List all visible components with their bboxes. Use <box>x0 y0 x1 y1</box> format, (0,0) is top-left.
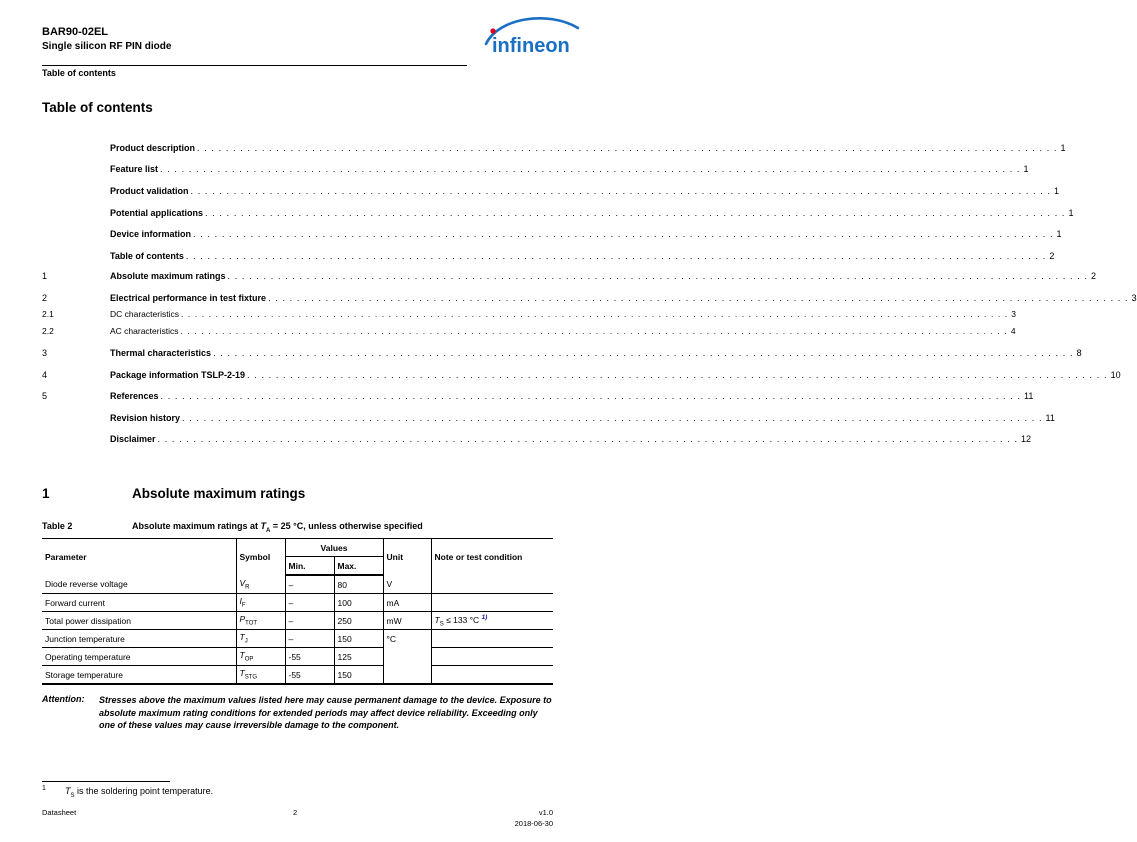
cell-note <box>431 666 553 685</box>
cell-parameter: Operating temperature <box>42 648 236 666</box>
cell-min: – <box>285 575 334 594</box>
toc-entry[interactable] <box>42 369 1121 381</box>
cell-unit: mA <box>383 594 431 612</box>
document-subtitle: Single silicon RF PIN diode <box>42 41 172 52</box>
table-row <box>42 666 553 685</box>
toc-leader-dots: . . . . . . . . . . . . . . . . . . . . . . . . . . . . . . . . . . . . . . . . . . . . . . . . . . . . . . . . . . . . . . . . . . . . . . . . . . . . . . . . . . . . . . . . . . . . . . . . . . . . . . . . . . . . . . . . . . . . . . . . <box>227 271 1089 281</box>
table-row <box>42 648 553 666</box>
toc-entry-page: 1 <box>1056 229 1062 239</box>
cell-symbol: $T_J$ <box>236 630 285 648</box>
toc-leader-dots: . . . . . . . . . . . . . . . . . . . . . . . . . . . . . . . . . . . . . . . . . . . . . . . . . . . . . . . . . . . . . . . . . . . . . . . . . . . . . . . . . . . . . . . . . . . . . . . . . . . . . . . . . . . . . . . . . . . . . . . . <box>160 164 1021 174</box>
toc-entry[interactable] <box>42 390 1034 402</box>
toc-entry-page: 2 <box>1091 271 1097 281</box>
toc-leader-dots: . . . . . . . . . . . . . . . . . . . . . . . . . . . . . . . . . . . . . . . . . . . . . . . . . . . . . . . . . . . . . . . . . . . . . . . . . . . . . . . . . . . . . . . . . . . . . . . . . . . . . . . . . . . . . . . . . . . . . . . . <box>247 370 1108 380</box>
table-row <box>42 575 553 594</box>
toc-entry[interactable] <box>42 325 1016 337</box>
toc-entry-number: 3 <box>42 348 48 358</box>
toc-entry-title: Package information TSLP-2-19 <box>110 370 246 380</box>
toc-entry[interactable] <box>42 250 1055 262</box>
svg-text:infineon: infineon <box>492 35 570 57</box>
header-note: Note or test condition <box>431 539 553 576</box>
cell-parameter: Diode reverse voltage <box>42 575 236 594</box>
toc-entry-page: 2 <box>1049 251 1055 261</box>
cell-note <box>431 575 553 594</box>
cell-max: 125 <box>334 648 383 666</box>
header-symbol: Symbol <box>236 539 285 576</box>
part-number: BAR90-02EL <box>42 26 109 38</box>
cell-min: -55 <box>285 666 334 685</box>
toc-entry-title: AC characteristics <box>110 326 179 336</box>
cell-unit: mW <box>383 612 431 630</box>
header-max: Max. <box>334 557 383 576</box>
toc-leader-dots: . . . . . . . . . . . . . . . . . . . . . . . . . . . . . . . . . . . . . . . . . . . . . . . . . . . . . . . . . . . . . . . . . . . . . . . . . . . . . . . . . . . . . . . . . . . . . . . . . . . . . . . . . . . . . . . . . . . . . . . . <box>185 251 1047 261</box>
toc-entry[interactable] <box>42 270 1097 282</box>
toc-entry[interactable] <box>42 163 1029 175</box>
toc-entry-page: 1 <box>1054 186 1060 196</box>
toc-leader-dots: . . . . . . . . . . . . . . . . . . . . . . . . . . . . . . . . . . . . . . . . . . . . . . . . . . . . . . . . . . . . . . . . . . . . . . . . . . . . . . . . . . . . . . . . . . . . . . . . . . . . . . . . . . . . . . . . . . . . . . . . <box>180 309 1009 319</box>
cell-parameter: Storage temperature <box>42 666 236 685</box>
footer-date: 2018-06-30 <box>514 819 553 828</box>
infineon-logo <box>478 14 584 60</box>
toc-entry[interactable] <box>42 292 1137 304</box>
cell-min: -55 <box>285 648 334 666</box>
cell-max: 100 <box>334 594 383 612</box>
toc-entry-title: Product validation <box>110 186 189 196</box>
cell-min: – <box>285 594 334 612</box>
toc-entry[interactable] <box>42 347 1082 359</box>
toc-entry-page: 11 <box>1045 413 1055 423</box>
header-min: Min. <box>285 557 334 576</box>
footer-page-number: 2 <box>293 808 298 817</box>
toc-entry[interactable] <box>42 308 1017 320</box>
toc-entry-number: 1 <box>42 271 48 281</box>
toc-entry[interactable] <box>42 142 1066 154</box>
toc-entry-page: 4 <box>1010 326 1016 336</box>
footnote-number: 1 <box>42 785 46 792</box>
cell-max: 150 <box>334 666 383 685</box>
toc-entry-title: Table of contents <box>110 251 184 261</box>
toc-entry-page: 8 <box>1076 348 1082 358</box>
cell-symbol: $I_F$ <box>236 594 285 612</box>
toc-entry-title: Electrical performance in test fixture <box>110 293 267 303</box>
attention-text: Stresses above the maximum values listed here may cause permanent damage to the device. Exposure to absolute maximum rating conditions for extended periods may affect device reliability. Exceeding only one of these values may cause irreversible damage to the component. <box>99 695 552 730</box>
toc-entry-number: 2.1 <box>42 309 54 319</box>
cell-unit <box>383 648 431 666</box>
cell-symbol: $V_R$ <box>236 575 285 594</box>
cell-unit: °C <box>383 630 431 648</box>
cell-min: – <box>285 612 334 630</box>
header-rule <box>42 65 467 66</box>
toc-leader-dots: . . . . . . . . . . . . . . . . . . . . . . . . . . . . . . . . . . . . . . . . . . . . . . . . . . . . . . . . . . . . . . . . . . . . . . . . . . . . . . . . . . . . . . . . . . . . . . . . . . . . . . . . . . . . . . . . . . . . . . . . <box>190 186 1052 196</box>
toc-entry-number: 2.2 <box>42 326 54 336</box>
header-unit: Unit <box>383 539 431 576</box>
toc-leader-dots: . . . . . . . . . . . . . . . . . . . . . . . . . . . . . . . . . . . . . . . . . . . . . . . . . . . . . . . . . . . . . . . . . . . . . . . . . . . . . . . . . . . . . . . . . . . . . . . . . . . . . . . . . . . . . . . . . . . . . . . . <box>160 391 1022 401</box>
section-title: Absolute maximum ratings <box>132 486 306 501</box>
cell-max: 250 <box>334 612 383 630</box>
toc-leader-dots: . . . . . . . . . . . . . . . . . . . . . . . . . . . . . . . . . . . . . . . . . . . . . . . . . . . . . . . . . . . . . . . . . . . . . . . . . . . . . . . . . . . . . . . . . . . . . . . . . . . . . . . . . . . . . . . . . . . . . . . . <box>180 326 1008 336</box>
footnote-ref-link[interactable]: 1) <box>481 613 488 621</box>
absolute-max-ratings-table <box>42 538 553 685</box>
toc-entry-page: 3 <box>1011 309 1017 319</box>
toc-entry-page: 12 <box>1021 434 1032 444</box>
footer-doc-type: Datasheet <box>42 808 77 817</box>
toc-entry[interactable] <box>42 185 1060 197</box>
toc-leader-dots: . . . . . . . . . . . . . . . . . . . . . . . . . . . . . . . . . . . . . . . . . . . . . . . . . . . . . . . . . . . . . . . . . . . . . . . . . . . . . . . . . . . . . . . . . . . . . . . . . . . . . . . . . . . . . . . . . . . . . . . . <box>213 348 1074 358</box>
toc-entry-title: Product description <box>110 143 196 153</box>
section-number: 1 <box>42 486 50 501</box>
cell-parameter: Junction temperature <box>42 630 236 648</box>
toc-entry-title: Thermal characteristics <box>110 348 212 358</box>
toc-entry[interactable] <box>42 207 1074 219</box>
toc-entry-title: Device information <box>110 229 192 239</box>
toc-entry-title: Feature list <box>110 164 159 174</box>
toc-entry-page: 1 <box>1023 164 1029 174</box>
footer-version: v1.0 <box>538 808 553 817</box>
header-parameter: Parameter <box>42 539 236 576</box>
toc-entry-page: 10 <box>1110 370 1121 380</box>
header-values: Values <box>285 539 383 557</box>
toc-entry[interactable] <box>42 412 1055 424</box>
cell-note: $T_S \le 133$ °C $^{1)}$ <box>431 612 553 630</box>
toc-entry-number: 5 <box>42 391 48 401</box>
cell-symbol: $P_{TOT}$ <box>236 612 285 630</box>
toc-entry-title: Disclaimer <box>110 434 156 444</box>
toc-entry-title: Absolute maximum ratings <box>110 271 226 281</box>
toc-entry[interactable] <box>42 228 1062 240</box>
table-caption: Absolute maximum ratings at $T_A = 25$ °C, unless otherwise specified <box>132 521 423 534</box>
header-section-name: Table of contents <box>42 68 116 78</box>
table-row <box>42 612 553 630</box>
toc-leader-dots: . . . . . . . . . . . . . . . . . . . . . . . . . . . . . . . . . . . . . . . . . . . . . . . . . . . . . . . . . . . . . . . . . . . . . . . . . . . . . . . . . . . . . . . . . . . . . . . . . . . . . . . . . . . . . . . . . . . . . . . . <box>205 208 1066 218</box>
toc-entry-page: 11 <box>1024 391 1034 401</box>
toc-leader-dots: . . . . . . . . . . . . . . . . . . . . . . . . . . . . . . . . . . . . . . . . . . . . . . . . . . . . . . . . . . . . . . . . . . . . . . . . . . . . . . . . . . . . . . . . . . . . . . . . . . . . . . . . . . . . . . . . . . . . . . . . <box>268 293 1129 303</box>
toc-entry-page: 1 <box>1068 208 1074 218</box>
toc-leader-dots: . . . . . . . . . . . . . . . . . . . . . . . . . . . . . . . . . . . . . . . . . . . . . . . . . . . . . . . . . . . . . . . . . . . . . . . . . . . . . . . . . . . . . . . . . . . . . . . . . . . . . . . . . . . . . . . . . . . . . . . . <box>197 143 1058 153</box>
cell-note <box>431 594 553 612</box>
cell-parameter: Total power dissipation <box>42 612 236 630</box>
table-row <box>42 630 553 648</box>
cell-note <box>431 630 553 648</box>
cell-max: 150 <box>334 630 383 648</box>
cell-min: – <box>285 630 334 648</box>
cell-unit <box>383 666 431 685</box>
toc-entry-number: 2 <box>42 293 48 303</box>
cell-symbol: $T_{STG}$ <box>236 666 285 685</box>
table-label: Table 2 <box>42 521 73 531</box>
attention-label: Attention: <box>42 694 85 704</box>
toc-entry-page: 1 <box>1060 143 1066 153</box>
toc-entry-title: DC characteristics <box>110 309 179 319</box>
cell-max: 80 <box>334 575 383 594</box>
toc-leader-dots: . . . . . . . . . . . . . . . . . . . . . . . . . . . . . . . . . . . . . . . . . . . . . . . . . . . . . . . . . . . . . . . . . . . . . . . . . . . . . . . . . . . . . . . . . . . . . . . . . . . . . . . . . . . . . . . . . . . . . . . . <box>193 229 1054 239</box>
toc-entry-number: 4 <box>42 370 48 380</box>
toc-entry-title: References <box>110 391 159 401</box>
toc-entry[interactable] <box>42 433 1032 445</box>
toc-leader-dots: . . . . . . . . . . . . . . . . . . . . . . . . . . . . . . . . . . . . . . . . . . . . . . . . . . . . . . . . . . . . . . . . . . . . . . . . . . . . . . . . . . . . . . . . . . . . . . . . . . . . . . . . . . . . . . . . . . . . . . . . <box>157 434 1019 444</box>
toc-leader-dots: . . . . . . . . . . . . . . . . . . . . . . . . . . . . . . . . . . . . . . . . . . . . . . . . . . . . . . . . . . . . . . . . . . . . . . . . . . . . . . . . . . . . . . . . . . . . . . . . . . . . . . . . . . . . . . . . . . . . . . . . <box>182 413 1043 423</box>
cell-note <box>431 648 553 666</box>
toc-entry-title: Revision history <box>110 413 181 423</box>
cell-symbol: $T_{OP}$ <box>236 648 285 666</box>
table-row <box>42 594 553 612</box>
toc-heading: Table of contents <box>42 100 153 115</box>
footnote-rule <box>42 781 170 782</box>
toc-entry-page: 3 <box>1131 293 1137 303</box>
cell-parameter: Forward current <box>42 594 236 612</box>
toc-entry-title: Potential applications <box>110 208 204 218</box>
footnote-text: $T_S$ is the soldering point temperature. <box>65 786 214 799</box>
cell-unit: V <box>383 575 431 594</box>
